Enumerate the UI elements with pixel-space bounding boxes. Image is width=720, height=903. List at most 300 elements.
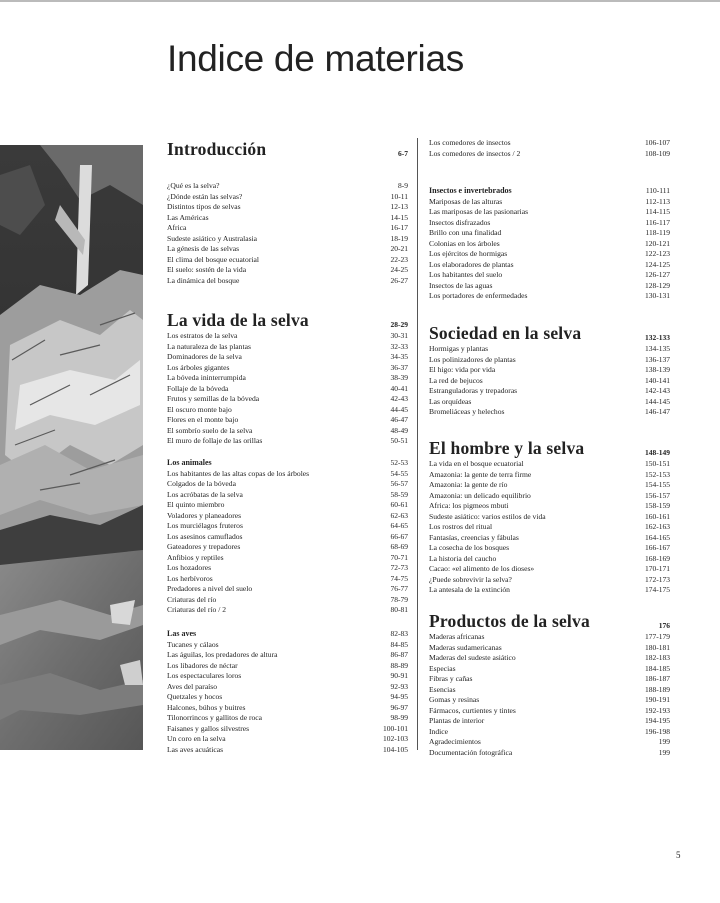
entry-pages: 78-79 xyxy=(390,594,408,604)
entry-pages: 54-55 xyxy=(390,468,408,478)
entry-pages: 150-151 xyxy=(645,459,670,468)
list-item[interactable] xyxy=(429,685,670,696)
list-item[interactable] xyxy=(167,734,408,745)
group-title[interactable] xyxy=(167,629,408,640)
entry-label: Colonias en los árboles xyxy=(429,238,500,248)
section-aves xyxy=(167,629,408,755)
entry-pages: 199 xyxy=(658,747,670,757)
entry-pages: 34-35 xyxy=(390,352,408,361)
list-item[interactable] xyxy=(167,661,408,672)
section-title[interactable] xyxy=(167,136,408,160)
group-pages: 82-83 xyxy=(390,629,408,638)
list-item[interactable] xyxy=(167,405,408,416)
entry-pages: 177-179 xyxy=(645,632,670,641)
section-title-text: Introducción xyxy=(167,139,267,159)
entry-pages: 152-153 xyxy=(645,469,670,479)
entry-label: Indice xyxy=(429,726,448,736)
list-item[interactable] xyxy=(167,255,408,266)
entry-label: Gateadores y trepadores xyxy=(167,542,241,551)
entry-label: El sombrío suelo de la selva xyxy=(167,425,253,435)
entry-label: La dinámica del bosque xyxy=(167,275,240,285)
entry-list xyxy=(429,459,670,596)
entry-pages: 44-45 xyxy=(390,404,408,414)
entry-pages: 58-59 xyxy=(390,489,408,499)
list-item[interactable] xyxy=(429,674,670,685)
list-item[interactable] xyxy=(167,426,408,437)
entry-label: Maderas sudamericanas xyxy=(429,642,502,652)
list-item[interactable] xyxy=(429,695,670,706)
entry-label: Los murciélagos fruteros xyxy=(167,521,243,530)
entry-label: El oscuro monte bajo xyxy=(167,404,232,414)
entry-pages: 18-19 xyxy=(390,233,408,243)
list-item[interactable] xyxy=(167,511,408,522)
entry-label: Criaturas del río / 2 xyxy=(167,605,227,614)
entry-pages: 199 xyxy=(658,737,670,746)
entry-label: Mariposas de las alturas xyxy=(429,196,503,206)
list-item[interactable] xyxy=(429,197,670,208)
list-item[interactable] xyxy=(167,703,408,714)
section-pages: 28-29 xyxy=(390,320,408,329)
list-item[interactable] xyxy=(429,706,670,717)
entry-label: Amazonia: un delicado equilibrio xyxy=(429,490,531,500)
section-animales xyxy=(167,458,408,616)
list-item[interactable] xyxy=(167,436,408,447)
list-item[interactable] xyxy=(429,716,670,727)
entry-label: Frutos y semillas de la bóveda xyxy=(167,394,260,403)
entry-label: Los rostros del ritual xyxy=(429,522,493,531)
entry-pages: 172-173 xyxy=(645,574,670,584)
entry-pages: 48-49 xyxy=(390,425,408,435)
entry-label: Flores en el monte bajo xyxy=(167,415,239,424)
entry-label: El clima del bosque ecuatorial xyxy=(167,254,259,264)
list-item[interactable] xyxy=(167,384,408,395)
list-item[interactable] xyxy=(429,344,670,355)
entry-label: Maderas del sudeste asiático xyxy=(429,653,516,662)
entry-label: Tucanes y cálaos xyxy=(167,639,219,649)
list-item[interactable] xyxy=(429,533,670,544)
list-item[interactable] xyxy=(429,281,670,292)
list-item[interactable] xyxy=(167,584,408,595)
entry-pages: 84-85 xyxy=(390,639,408,649)
entry-pages: 126-127 xyxy=(645,270,670,279)
list-item[interactable] xyxy=(167,521,408,532)
entry-pages: 192-193 xyxy=(645,705,670,715)
list-item[interactable] xyxy=(167,500,408,511)
section-title[interactable] xyxy=(429,320,670,344)
list-item[interactable] xyxy=(429,480,670,491)
entry-label: ¿Puede sobrevivir la selva? xyxy=(429,574,512,584)
entry-pages: 196-198 xyxy=(645,726,670,736)
list-item[interactable] xyxy=(429,585,670,596)
entry-pages: 24-25 xyxy=(390,265,408,274)
entry-label: Las mariposas de las pasionarias xyxy=(429,207,529,216)
entry-label: Dominadores de la selva xyxy=(167,352,242,361)
entry-label: La cosecha de los bosques xyxy=(429,543,510,552)
entry-label: Los habitantes de las altas copas de los árboles xyxy=(167,468,310,478)
list-item[interactable] xyxy=(167,650,408,661)
section-pages: 132-133 xyxy=(645,333,670,342)
section-pages: 6-7 xyxy=(398,149,408,158)
entry-label: La antesala de la extinción xyxy=(429,585,510,594)
list-item[interactable] xyxy=(167,223,408,234)
list-item[interactable] xyxy=(167,692,408,703)
entry-pages: 162-163 xyxy=(645,522,670,531)
entry-pages: 40-41 xyxy=(390,383,408,393)
list-item[interactable] xyxy=(429,228,670,239)
entry-label: Anfibios y reptiles xyxy=(167,552,224,562)
entry-label: Criaturas del río xyxy=(167,594,217,604)
entry-pages: 136-137 xyxy=(645,354,670,364)
entry-pages: 42-43 xyxy=(390,394,408,403)
list-item[interactable] xyxy=(429,407,670,418)
list-item[interactable] xyxy=(167,479,408,490)
entry-label: Los árboles gigantes xyxy=(167,362,230,372)
list-item[interactable] xyxy=(167,682,408,693)
list-item[interactable] xyxy=(429,355,670,366)
entry-label: Aves del paraíso xyxy=(167,681,218,691)
entry-pages: 20-21 xyxy=(390,244,408,253)
list-item[interactable] xyxy=(429,643,670,654)
list-item[interactable] xyxy=(429,138,670,149)
entry-label: Agradecimientos xyxy=(429,737,481,746)
entry-label: Las aves acuáticas xyxy=(167,744,224,754)
list-item[interactable] xyxy=(429,376,670,387)
list-item[interactable] xyxy=(167,553,408,564)
list-item[interactable] xyxy=(167,234,408,245)
group-title-text: Las aves xyxy=(167,629,197,638)
entry-label: Los comedores de insectos xyxy=(429,138,511,147)
list-item[interactable] xyxy=(167,192,408,203)
entry-label: Colgados de la bóveda xyxy=(167,479,236,488)
entry-label: Fibras y cañas xyxy=(429,674,473,683)
entry-label: Amazonia: la gente de terra firme xyxy=(429,469,532,479)
entry-label: Los hozadores xyxy=(167,563,212,572)
entry-label: Tilonorrincos y gallitos de roca xyxy=(167,713,263,722)
section-comedores xyxy=(429,138,670,159)
list-item[interactable] xyxy=(167,671,408,682)
entry-pages: 80-81 xyxy=(390,605,408,614)
list-item[interactable] xyxy=(167,563,408,574)
list-item[interactable] xyxy=(167,469,408,480)
entry-label: Voladores y planeadores xyxy=(167,510,242,520)
entry-label: Bromeliáceas y helechos xyxy=(429,407,505,416)
list-item[interactable] xyxy=(429,632,670,643)
entry-list xyxy=(167,181,408,286)
list-item[interactable] xyxy=(167,542,408,553)
list-item[interactable] xyxy=(167,342,408,353)
list-item[interactable] xyxy=(167,605,408,616)
entry-list xyxy=(429,197,670,302)
list-item[interactable] xyxy=(167,244,408,255)
entry-label: Los acróbatas de la selva xyxy=(167,489,243,499)
entry-pages: 116-117 xyxy=(645,217,670,227)
entry-label: Esencias xyxy=(429,684,456,694)
entry-pages: 134-135 xyxy=(645,344,670,353)
rainforest-photo xyxy=(0,145,143,750)
list-item[interactable] xyxy=(429,249,670,260)
entry-label: Los libadores de néctar xyxy=(167,660,238,670)
entry-label: Fantasías, creencias y fábulas xyxy=(429,532,519,542)
entry-pages: 174-175 xyxy=(645,585,670,594)
list-item[interactable] xyxy=(429,397,670,408)
entry-label: Brillo con una finalidad xyxy=(429,228,502,237)
entry-label: Las águilas, los predadores de altura xyxy=(167,650,278,659)
list-item[interactable] xyxy=(167,394,408,405)
entry-label: Especias xyxy=(429,663,456,673)
list-item[interactable] xyxy=(429,664,670,675)
entry-pages: 10-11 xyxy=(390,191,408,201)
entry-pages: 98-99 xyxy=(390,713,408,722)
entry-label: Las Américas xyxy=(167,212,209,222)
entry-pages: 170-171 xyxy=(645,564,670,573)
list-item[interactable] xyxy=(429,218,670,229)
entry-pages: 154-155 xyxy=(645,480,670,489)
section-productos xyxy=(429,608,670,758)
entry-label: Predadores a nivel del suelo xyxy=(167,584,253,593)
entry-label: Documentación fotográfica xyxy=(429,747,513,757)
entry-pages: 158-159 xyxy=(645,501,670,510)
entry-list xyxy=(429,138,670,159)
entry-label: Amazonia: la gente de río xyxy=(429,480,508,489)
entry-pages: 108-109 xyxy=(645,148,670,158)
entry-pages: 190-191 xyxy=(645,695,670,704)
entry-label: Plantas de interior xyxy=(429,716,485,725)
entry-pages: 100-101 xyxy=(383,723,408,733)
entry-label: Sudeste asiático y Australasia xyxy=(167,233,258,243)
entry-pages: 104-105 xyxy=(383,744,408,754)
entry-pages: 16-17 xyxy=(390,223,408,232)
entry-label: La naturaleza de las plantas xyxy=(167,341,251,351)
list-item[interactable] xyxy=(167,276,408,287)
entry-pages: 94-95 xyxy=(390,692,408,701)
entry-label: Quetzales y hocos xyxy=(167,692,223,701)
entry-label: Estranguladoras y trepadoras xyxy=(429,386,518,395)
entry-pages: 118-119 xyxy=(645,228,670,237)
list-item[interactable] xyxy=(429,291,670,302)
list-item[interactable] xyxy=(429,239,670,250)
entry-pages: 96-97 xyxy=(390,702,408,712)
list-item[interactable] xyxy=(167,202,408,213)
list-item[interactable] xyxy=(429,270,670,281)
list-item[interactable] xyxy=(429,554,670,565)
group-pages: 110-111 xyxy=(645,186,670,195)
entry-pages: 180-181 xyxy=(645,642,670,652)
entry-label: ¿Dónde están las selvas? xyxy=(167,191,243,201)
entry-label: La bóveda ininterrumpida xyxy=(167,373,246,382)
group-title[interactable] xyxy=(429,186,670,197)
section-insectos xyxy=(429,186,670,302)
entry-pages: 64-65 xyxy=(390,521,408,530)
list-item[interactable] xyxy=(167,640,408,651)
entry-pages: 66-67 xyxy=(390,531,408,541)
entry-pages: 156-157 xyxy=(645,490,670,500)
section-title-text: Sociedad en la selva xyxy=(429,323,582,343)
list-item[interactable] xyxy=(167,373,408,384)
entry-pages: 106-107 xyxy=(645,138,670,147)
list-item[interactable] xyxy=(429,260,670,271)
entry-pages: 188-189 xyxy=(645,684,670,694)
entry-label: La historia del caucho xyxy=(429,553,497,563)
entry-label: Maderas africanas xyxy=(429,632,485,641)
list-item[interactable] xyxy=(429,653,670,664)
entry-label: Africa xyxy=(167,223,187,232)
entry-pages: 166-167 xyxy=(645,543,670,552)
entry-pages: 138-139 xyxy=(645,365,670,374)
list-item[interactable] xyxy=(167,265,408,276)
entry-label: Cacao: «el alimento de los dioses» xyxy=(429,564,535,573)
section-hombre xyxy=(429,435,670,596)
entry-pages: 26-27 xyxy=(390,275,408,285)
top-rule xyxy=(0,0,720,2)
entry-label: Faisanes y gallos silvestres xyxy=(167,723,250,733)
entry-pages: 56-57 xyxy=(390,479,408,488)
list-item[interactable] xyxy=(429,727,670,738)
entry-label: El muro de follaje de las orillas xyxy=(167,436,263,445)
entry-pages: 38-39 xyxy=(390,373,408,382)
entry-pages: 164-165 xyxy=(645,532,670,542)
list-item[interactable] xyxy=(167,352,408,363)
entry-pages: 124-125 xyxy=(645,259,670,269)
section-sociedad xyxy=(429,320,670,418)
entry-list xyxy=(167,331,408,447)
entry-label: Los asesinos camuflados xyxy=(167,531,243,541)
entry-label: Gomas y resinas xyxy=(429,695,480,704)
entry-label: Los comedores de insectos / 2 xyxy=(429,148,521,158)
list-item[interactable] xyxy=(429,522,670,533)
list-item[interactable] xyxy=(429,386,670,397)
section-pages: 148-149 xyxy=(645,448,670,457)
list-item[interactable] xyxy=(167,415,408,426)
entry-list xyxy=(429,632,670,758)
entry-label: Hormigas y plantas xyxy=(429,344,489,353)
list-item[interactable] xyxy=(167,724,408,735)
entry-label: Los habitantes del suelo xyxy=(429,270,503,279)
list-item[interactable] xyxy=(429,575,670,586)
page-title: Indice de materias xyxy=(167,38,464,79)
entry-pages: 182-183 xyxy=(645,653,670,662)
list-item[interactable] xyxy=(429,365,670,376)
list-item[interactable] xyxy=(429,470,670,481)
section-title[interactable] xyxy=(167,307,408,331)
section-title[interactable] xyxy=(429,435,670,459)
entry-pages: 184-185 xyxy=(645,663,670,673)
section-pages: 176 xyxy=(658,621,670,630)
list-item[interactable] xyxy=(167,331,408,342)
entry-pages: 128-129 xyxy=(645,280,670,290)
group-title-text: Insectos e invertebrados xyxy=(429,186,512,195)
list-item[interactable] xyxy=(429,564,670,575)
entry-pages: 68-69 xyxy=(390,542,408,551)
entry-pages: 194-195 xyxy=(645,716,670,725)
list-item[interactable] xyxy=(167,745,408,756)
entry-label: Insectos disfrazados xyxy=(429,217,491,227)
entry-pages: 62-63 xyxy=(390,510,408,520)
section-title[interactable] xyxy=(429,608,670,632)
list-item[interactable] xyxy=(429,512,670,523)
entry-label: El suelo: sostén de la vida xyxy=(167,265,247,274)
entry-label: Fármacos, curtientes y tintes xyxy=(429,705,516,715)
page-number: 5 xyxy=(676,850,681,860)
list-item[interactable] xyxy=(429,748,670,759)
entry-label: La génesis de las selvas xyxy=(167,244,240,253)
entry-pages: 86-87 xyxy=(390,650,408,659)
entry-label: Africa: los pigmeos mbuti xyxy=(429,501,509,510)
list-item[interactable] xyxy=(167,595,408,606)
entry-pages: 168-169 xyxy=(645,553,670,563)
entry-pages: 114-115 xyxy=(645,207,670,216)
entry-pages: 130-131 xyxy=(645,291,670,300)
column-divider xyxy=(417,138,418,750)
list-item[interactable] xyxy=(429,543,670,554)
entry-pages: 46-47 xyxy=(390,415,408,424)
entry-pages: 122-123 xyxy=(645,249,670,258)
entry-pages: 70-71 xyxy=(390,552,408,562)
entry-pages: 142-143 xyxy=(645,386,670,395)
list-item[interactable] xyxy=(429,459,670,470)
entry-pages: 88-89 xyxy=(390,660,408,670)
entry-pages: 160-161 xyxy=(645,511,670,521)
entry-label: Distintos tipos de selvas xyxy=(167,202,241,211)
entry-pages: 72-73 xyxy=(390,563,408,572)
entry-label: ¿Qué es la selva? xyxy=(167,181,220,190)
list-item[interactable] xyxy=(167,490,408,501)
list-item[interactable] xyxy=(429,207,670,218)
group-pages: 52-53 xyxy=(390,458,408,467)
entry-pages: 102-103 xyxy=(383,734,408,743)
entry-list xyxy=(167,640,408,756)
entry-pages: 74-75 xyxy=(390,573,408,583)
entry-label: Sudeste asiático: varios estilos de vida xyxy=(429,511,546,521)
section-introduccion xyxy=(167,136,408,160)
entry-label: Halcones, búhos y buitres xyxy=(167,702,246,712)
entry-pages: 76-77 xyxy=(390,584,408,593)
entry-list xyxy=(167,469,408,616)
section-title-text: Productos de la selva xyxy=(429,611,590,631)
entry-label: Los espectaculares loros xyxy=(167,671,242,680)
group-title[interactable] xyxy=(167,458,408,469)
entry-list xyxy=(429,344,670,418)
entry-label: Follaje de la bóveda xyxy=(167,383,229,393)
entry-pages: 90-91 xyxy=(390,671,408,680)
list-item[interactable] xyxy=(429,491,670,502)
list-item[interactable] xyxy=(429,501,670,512)
entry-label: Los portadores de enfermedades xyxy=(429,291,528,300)
entry-pages: 12-13 xyxy=(390,202,408,211)
list-item[interactable] xyxy=(167,532,408,543)
entry-label: Las orquídeas xyxy=(429,396,472,406)
list-item[interactable] xyxy=(167,213,408,224)
list-item[interactable] xyxy=(167,574,408,585)
list-item[interactable] xyxy=(167,713,408,724)
list-item[interactable] xyxy=(429,149,670,160)
list-item[interactable] xyxy=(167,181,408,192)
entry-pages: 92-93 xyxy=(390,681,408,691)
entry-label: Los polinizadores de plantas xyxy=(429,354,516,364)
section-introduccion-entries xyxy=(167,181,408,286)
section-title-text: El hombre y la selva xyxy=(429,438,585,458)
entry-pages: 60-61 xyxy=(390,500,408,509)
group-title-text: Los animales xyxy=(167,458,212,467)
entry-pages: 146-147 xyxy=(645,407,670,416)
section-vida xyxy=(167,307,408,447)
list-item[interactable] xyxy=(167,363,408,374)
entry-pages: 32-33 xyxy=(390,341,408,351)
entry-label: La red de bejucos xyxy=(429,375,483,385)
list-item[interactable] xyxy=(429,737,670,748)
entry-pages: 144-145 xyxy=(645,396,670,406)
entry-label: La vida en el bosque ecuatorial xyxy=(429,459,524,468)
section-title-text: La vida de la selva xyxy=(167,310,309,330)
